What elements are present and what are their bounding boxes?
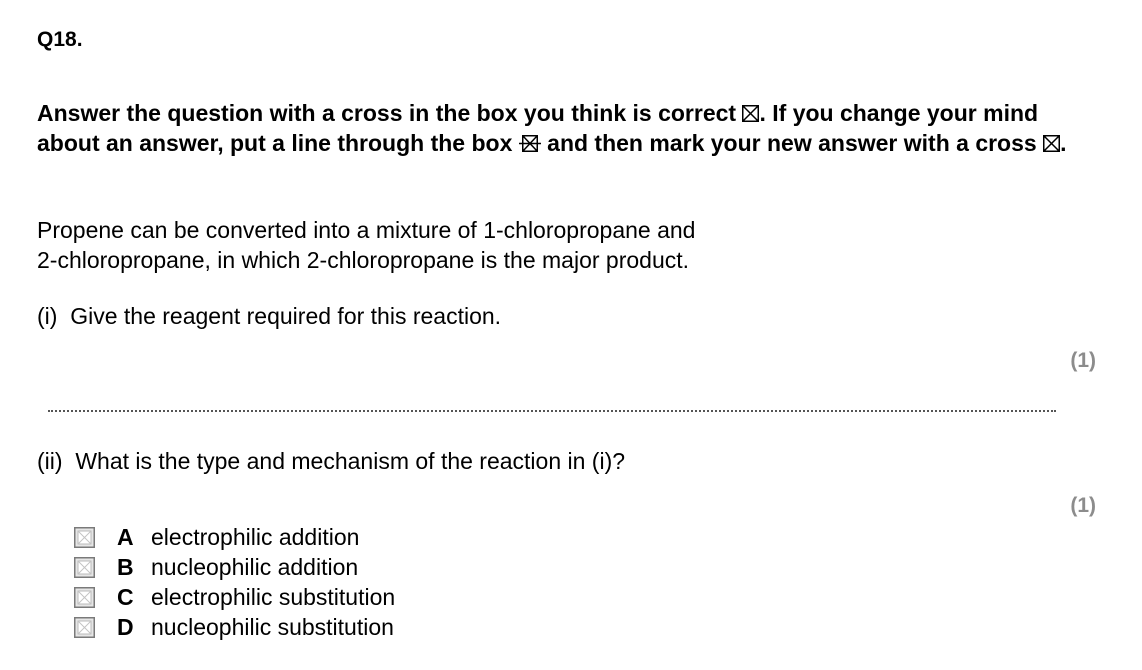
crossed-box-icon [1043, 135, 1060, 152]
instructions [37, 98, 1097, 158]
answer-checkbox-icon[interactable] [74, 527, 95, 548]
option-text: electrophilic substitution [151, 583, 396, 610]
part-i-marks: (1) [1070, 349, 1096, 372]
instructions-part4: . [1060, 130, 1067, 156]
option-text: nucleophilic substitution [151, 613, 394, 640]
part-ii-prompt: (ii) What is the type and mechanism of the reaction in (i)? [37, 448, 626, 474]
part-i-prompt: (i) Give the reagent required for this reaction. [37, 303, 502, 329]
struck-through-box-icon [519, 135, 541, 152]
crossed-box-icon [742, 105, 759, 122]
answer-checkbox-icon[interactable] [74, 557, 95, 578]
option-letter: C [117, 583, 134, 610]
stem-line: 2-chloropropane, in which 2-chloropropane is the major product. [37, 247, 690, 273]
part-ii-marks: (1) [1070, 494, 1096, 517]
instructions-part2: . If you change your mind about an answer, put a line through the box [37, 100, 1039, 156]
option-letter: D [117, 613, 134, 640]
answer-checkbox-icon[interactable] [74, 617, 95, 638]
option-letter: B [117, 553, 134, 580]
option-b[interactable] [74, 552, 395, 582]
option-letter: A [117, 523, 134, 550]
option-c[interactable] [74, 582, 395, 612]
answer-options [74, 522, 395, 642]
answer-checkbox-icon[interactable] [74, 587, 95, 608]
answer-line[interactable] [48, 410, 1056, 412]
option-text: nucleophilic addition [151, 553, 359, 580]
option-a[interactable] [74, 522, 395, 552]
question-stem [37, 215, 695, 275]
stem-line: Propene can be converted into a mixture of 1-chloropropane and [37, 217, 696, 243]
option-d[interactable] [74, 612, 395, 642]
instructions-part1: Answer the question with a cross in the box you think is correct [37, 100, 743, 126]
option-text: electrophilic addition [151, 523, 360, 550]
question-number: Q18. [37, 28, 83, 51]
instructions-part3: and then mark your new answer with a cross [540, 130, 1044, 156]
